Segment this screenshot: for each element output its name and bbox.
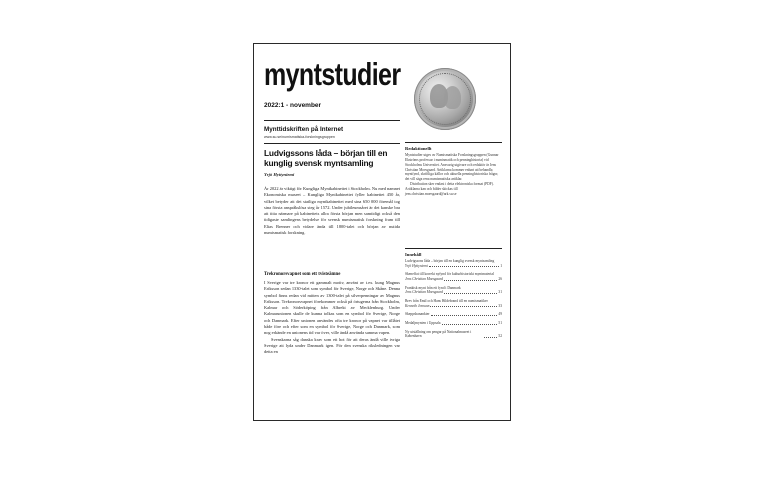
article-paragraph: Svenskarna såg danska krav som ett hot för att deras ändå ville ivriga Sverige att lyda under Danmark igen. För den svenska riksledningen var detta en <box>264 336 400 355</box>
toc-entry-page: 1 <box>500 263 502 268</box>
coin-image <box>414 68 476 130</box>
section-heading: Trekronorsvapnet som ett tvisteämne <box>264 272 341 277</box>
toc-leader <box>429 266 499 267</box>
toc-entry[interactable] <box>405 321 502 327</box>
toc-entry[interactable] <box>405 299 502 309</box>
toc-entry-title: Ny utställning om pengar på Nationalmuseet i København <box>405 329 472 339</box>
journal-subtitle: Mynttidskriften på Internet <box>264 126 344 133</box>
toc-entry-author: Jens Christian Moesgaard <box>405 290 443 295</box>
toc-entry[interactable] <box>405 259 502 269</box>
editorial-text <box>405 153 502 197</box>
toc-entry-page: 52 <box>498 334 502 339</box>
toc-entry[interactable] <box>405 330 502 340</box>
coin-portrait-right <box>444 86 461 109</box>
toc-entry-title: Skeppsbanankter <box>405 312 430 317</box>
toc-entry-author: Kenneth Jonsson <box>405 303 430 308</box>
toc-leader <box>444 293 497 294</box>
toc-entry[interactable] <box>405 312 502 318</box>
toc-entry-author: Yrjö Hyttyniemi <box>405 263 428 268</box>
issue-label: 2022:1 - november <box>264 102 322 109</box>
editorial-box <box>405 142 502 197</box>
article-author: Yrjö Hyttyniemi <box>264 172 295 177</box>
toc-entry-page: 51 <box>498 321 502 326</box>
editorial-paragraph: Distribution sker endast i detta elektroniska format (PDF). Artiklarna kan och bilder skickas till jens.christian.moesgaard@ark.su.se <box>405 182 494 196</box>
toc-entry-page: 31 <box>498 290 502 295</box>
toc-entry-line <box>405 330 502 339</box>
article-section-body <box>264 280 400 356</box>
toc-entry-line <box>405 321 502 326</box>
toc-entry-title: Medaljmynten i Uppsala <box>405 321 441 326</box>
toc-leader <box>444 280 497 281</box>
header-divider <box>264 120 400 121</box>
toc-entry-line <box>405 264 502 269</box>
toc-entry-page: 49 <box>498 312 502 317</box>
magazine-cover-page <box>253 43 511 421</box>
masthead-title: myntstudier <box>264 57 401 93</box>
toc-heading: Innehåll <box>405 252 422 257</box>
toc-entry-title: Ludvigssons låda – början till en kunglig svensk myntsamling <box>405 259 495 263</box>
toc-leader <box>484 337 497 338</box>
toc-leader <box>442 324 498 325</box>
toc-entry-page: 33 <box>498 303 502 308</box>
toc-entry-title: Frankisk mynt från ett fynd i Danmark <box>405 285 461 290</box>
journal-url[interactable]: www.su.se/numismatiska-forskningsgruppen <box>264 135 335 139</box>
toc-entry-title: Skeneffat till korrekt nyfynd för kulturhistoriskt myntmaterial <box>405 272 494 277</box>
editorial-paragraph: Myntstudier utges av Numismatiska Forskningsgruppen (Gunnar Ekströms professur i numismatik och penninghistoria) vid Stockholms Universitet. Ansvarig utgivare och redaktör är Jens Christian Moesgaard. Artiklarna kommer enbart att behandla myntfynd, skriftliga källor och aktuella penninghistoriska frågor, det vill säga rena numismatiska artiklar. <box>405 153 499 182</box>
article-paragraph: I Sverige var tre kronor ett gammalt motiv, använt av t.ex. kung Magnus Eriksson sedan 1330-talet som symbol för Sverige, Norge och Skåne. Denna symbol finns redan vid mitten av 1300-talet på silverpenningar av Magnus Eriksson. Trekronorsvapnet förekommer också på örtugerna från Stockholm, Kalmar och Söderköping från Albrekt av Mecklenburg. Under Kalmarunionen skulle de kunna tolkas som en symbol för Sverige, Norge och Danmark. Efter unionen användes ofta tre kronor på vapnet var tillåtet både före och efter som en symbol för Sverige, Norge och Danmark, som nog erkände en unionens tid var över, ville ändå använda samma vapen. <box>264 280 400 336</box>
table-of-contents <box>405 248 502 343</box>
toc-leader <box>431 315 498 316</box>
toc-entry-author: Jens Christian Moesgaard <box>405 277 443 282</box>
toc-entry-line <box>405 290 502 295</box>
subtitle-divider <box>264 143 400 144</box>
toc-entry[interactable] <box>405 272 502 282</box>
article-paragraph: År 2022 är viktigt för Kungliga Myntkabinettet i Stockholm. Nu med namnet Ekonomiska museet – Kungliga Myntkabinettet fyller kabinettet 450 år, vilket betyder att det statliga myntkabinettet med sina 650 000 föremål tog sina första anspråkslösa steg år 1572. Under jubileumsåret är det kanske bra att titta närmare på kabinettets allra första början men samtidigt också den tidigaste samlingens betydelse för svensk numismatisk forskning fram till Elias Brenner och vidare ända till 1800-talet och början av nutida numismatisk forskning. <box>264 186 400 236</box>
editorial-heading: Redaktionellt <box>405 146 432 151</box>
toc-entry-line <box>405 277 502 282</box>
toc-entry-page: 26 <box>498 277 502 282</box>
article-intro <box>264 186 400 236</box>
toc-entry[interactable] <box>405 286 502 296</box>
toc-entry-line <box>405 312 502 317</box>
toc-entry-line <box>405 304 502 309</box>
article-title: Ludvigssons låda – början till en kunglig svensk myntsamling <box>264 148 388 168</box>
toc-leader <box>430 306 497 307</box>
toc-entry-title: Brev från Emil och Hans Hildebrand till en numismatiker <box>405 299 488 304</box>
